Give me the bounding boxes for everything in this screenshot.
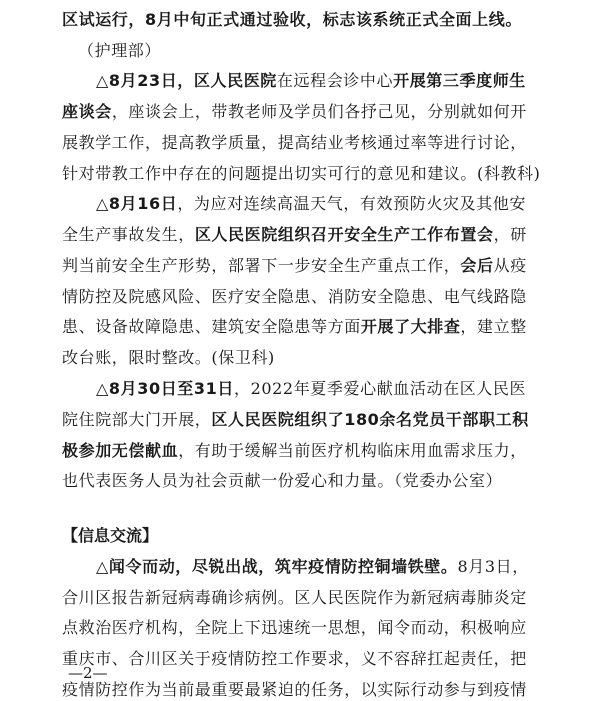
text-line: 院住院部大门开展，区人民医院组织了180余名党员干部职工积 [62,410,529,429]
text-line: 座谈会，座谈会上，带教老师及学员们各抒己见，分别就如何开 [62,102,527,121]
text-line: △8月16日，为应对连续高温天气，有效预防火灾及其他安 [96,194,526,213]
section-title: 【信息交流】 [62,526,159,545]
text-line: 也代表医务人员为社会贡献一份爱心和力量。（党委办公室） [62,471,503,490]
text-line: 改台账，限时整改。(保卫科) [62,348,275,367]
text-line: （护理部） [78,41,162,60]
text-line: 点救治医疗机构，全院上下迅速统一思想，闻令而动，积极响应 [62,618,527,637]
page-number: —2— [68,664,108,682]
text-line: 合川区报告新冠病毒确诊病例。区人民医院作为新冠病毒肺炎定 [62,588,527,607]
text-line: 疫情防控作为当前最重要最紧迫的任务，以实际行动参与到疫情 [62,680,527,699]
text-line: 极参加无偿献血，有助于缓解当前医疗机构临床用血需求压力， [62,441,527,460]
text-line: △8月23日，区人民医院在远程会诊中心开展第三季度师生 [96,71,526,90]
text-line: 患、设备故障隐患、建筑安全隐患等方面开展了大排查，建立整 [62,317,527,336]
text-line: △闻令而动，尽锐出战，筑牢疫情防控铜墙铁壁。8月3日， [96,557,529,576]
text-line: 重庆市、合川区关于疫情防控工作要求，义不容辞扛起责任，把 [62,649,527,668]
text-line: 情防控及院感风险、医疗安全隐患、消防安全隐患、电气线路隐 [62,287,527,306]
text-line: 判当前安全生产形势，部署下一步安全生产重点工作，会后从疫 [62,256,527,275]
text-line: 针对带教工作中存在的问题提出切实可行的意见和建议。(科教科) [62,164,541,183]
text-line: 展教学工作，提高教学质量，提高结业考核通过率等进行讨论， [62,133,527,152]
text-line: 全生产事故发生，区人民医院组织召开安全生产工作布置会，研 [62,225,527,244]
text-line: △8月30日至31日，2022年夏季爱心献血活动在区人民医 [96,379,527,398]
text-line: 区试运行，8月中旬正式通过验收，标志该系统正式全面上线。 [62,10,522,29]
